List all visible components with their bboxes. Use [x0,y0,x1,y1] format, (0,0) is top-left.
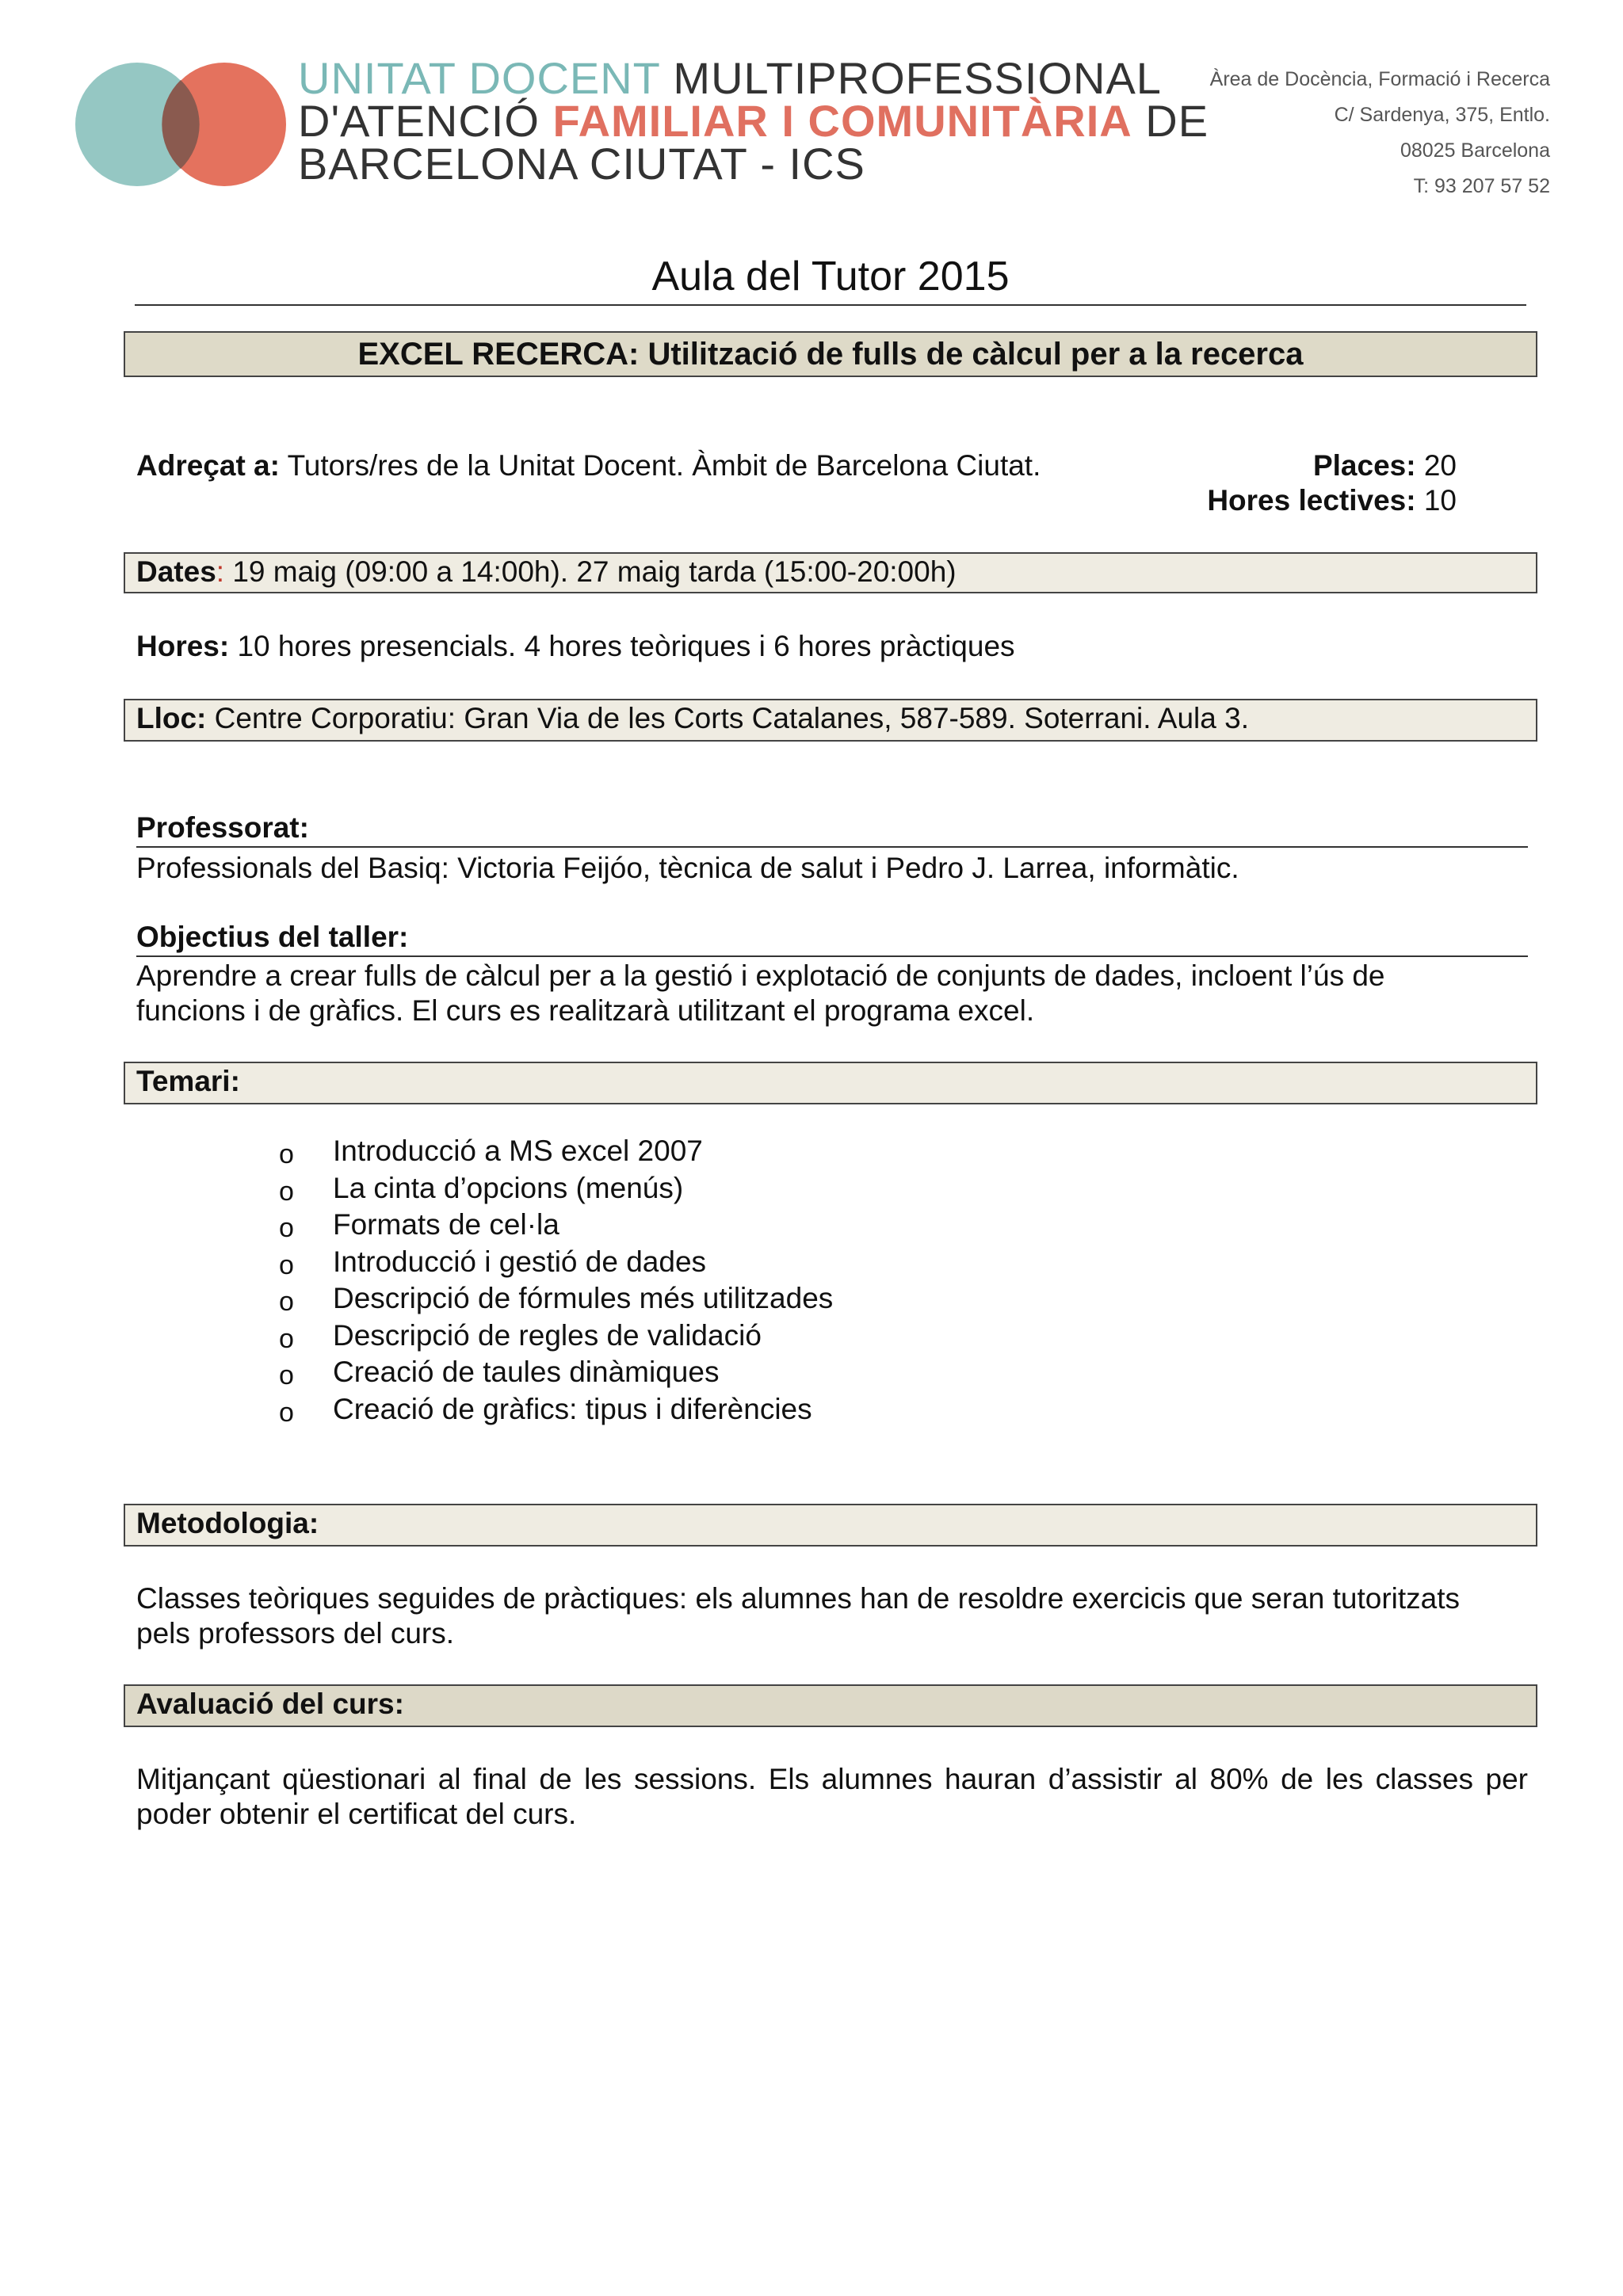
syllabus-item [279,1280,1309,1318]
teaching-hours-label: Hores lectives: [1207,484,1416,517]
audience-label: Adreçat a: [136,449,280,482]
methodology-line-1: Classes teòriques seguides de pràctiques: els alumnes han de resoldre exercicis que seran tutoritzats [136,1582,1461,1615]
bullet-marker: o [279,1176,294,1207]
dates-box [124,552,1537,593]
hours-value: 10 hores presencials. 4 hores teòriques i 6 hores pràctiques [229,630,1015,662]
location-value: Centre Corporatiu: Gran Via de les Corts Catalanes, 587-589. Soterrani. Aula 3. [206,702,1249,734]
syllabus-item-label: Descripció de regles de validació [333,1318,762,1352]
places-line [1060,448,1457,483]
evaluation-box [124,1684,1537,1727]
bullet-marker: o [279,1249,294,1280]
evaluation-heading: Avaluació del curs: [136,1688,404,1720]
syllabus-item [279,1207,1309,1244]
contact-address [1138,62,1550,204]
syllabus-item [279,1133,1309,1170]
logo-line-2 [298,96,1209,146]
location-label: Lloc: [136,702,207,734]
location-box [124,699,1537,742]
syllabus-box [124,1062,1537,1104]
address-city: 08025 Barcelona [1400,139,1550,162]
objectives-heading: Objectius del taller: [136,919,1528,957]
syllabus-item [279,1391,1309,1428]
bullet-marker: o [279,1287,294,1317]
bullet-marker: o [279,1397,294,1428]
syllabus-item-label: Creació de gràfics: tipus i diferències [333,1392,812,1425]
logo-wordmark [298,53,1209,189]
teaching-hours-value: 10 [1415,484,1457,517]
hours-line [136,629,1528,664]
dates-value: 19 maig (09:00 a 14:00h). 27 maig tarda (15:00-20:00h) [224,555,957,588]
syllabus-item-label: Creació de taules dinàmiques [333,1356,720,1388]
syllabus-item [279,1318,1309,1355]
logo-atencio: D'ATENCIÓ [298,96,553,146]
logo-de: DE [1132,96,1209,146]
logo-line-3: BARCELONA CIUTAT - ICS [298,139,865,189]
syllabus-list [279,1133,1309,1428]
syllabus-heading: Temari: [136,1065,240,1097]
syllabus-item-label: Descripció de fórmules més utilitzades [333,1282,834,1314]
syllabus-item-label: La cinta d’opcions (menús) [333,1171,684,1204]
logo-circles-graphic [75,57,289,192]
dates-label: Dates [136,555,216,588]
teaching-hours-line [1060,483,1457,518]
methodology-line-2: pels professors del curs. [136,1617,455,1650]
audience-value: Tutors/res de la Unitat Docent. Àmbit de Barcelona Ciutat. [279,449,1041,482]
address-department: Àrea de Docència, Formació i Recerca [1209,68,1550,90]
places-label: Places: [1312,449,1416,482]
objectives-line-2: funcions i de gràfics. El curs es realitzarà utilitzant el programa excel. [136,994,1035,1027]
logo-familiar-comunitaria: FAMILIAR I COMUNITÀRIA [552,96,1132,146]
syllabus-item [279,1170,1309,1207]
syllabus-item [279,1354,1309,1391]
bullet-marker: o [279,1323,294,1354]
bullet-marker: o [279,1139,294,1169]
logo-multiprofessional: MULTIPROFESSIONAL [659,53,1162,103]
title-divider [135,304,1526,306]
places-value: 20 [1415,449,1457,482]
syllabus-item-label: Formats de cel·la [333,1208,559,1241]
faculty-heading: Professorat: [136,810,1528,848]
syllabus-item-label: Introducció a MS excel 2007 [333,1135,703,1167]
objectives-line-1: Aprendre a crear fulls de càlcul per a la gestió i explotació de conjunts de dades, incloent l’ús de [136,959,1385,992]
hours-label: Hores: [136,630,230,662]
evaluation-line-1: Mitjançant qüestionari al final de les sessions. Els alumnes hauran d’assistir al 80% de les classes per [136,1763,1528,1795]
methodology-box [124,1504,1537,1547]
syllabus-item [279,1244,1309,1281]
address-phone: T: 93 207 57 52 [1413,175,1550,197]
course-name-banner: EXCEL RECERCA: Utilització de fulls de càlcul per a la recerca [124,331,1537,377]
bullet-marker: o [279,1213,294,1243]
dates-colon: : [216,555,225,588]
methodology-heading: Metodologia: [136,1507,319,1539]
evaluation-line-2: poder obtenir el certificat del curs. [136,1798,577,1830]
address-street: C/ Sardenya, 375, Entlo. [1334,104,1550,126]
logo-line-1 [298,53,1162,103]
faculty-text: Professionals del Basiq: Victoria Feijóo, tècnica de salut i Pedro J. Larrea, informàtic. [136,852,1239,884]
logo-unitat-docent: UNITAT DOCENT [298,53,660,103]
bullet-marker: o [279,1360,294,1390]
syllabus-item-label: Introducció i gestió de dades [333,1245,707,1278]
page-title: Aula del Tutor 2015 [651,254,1010,299]
